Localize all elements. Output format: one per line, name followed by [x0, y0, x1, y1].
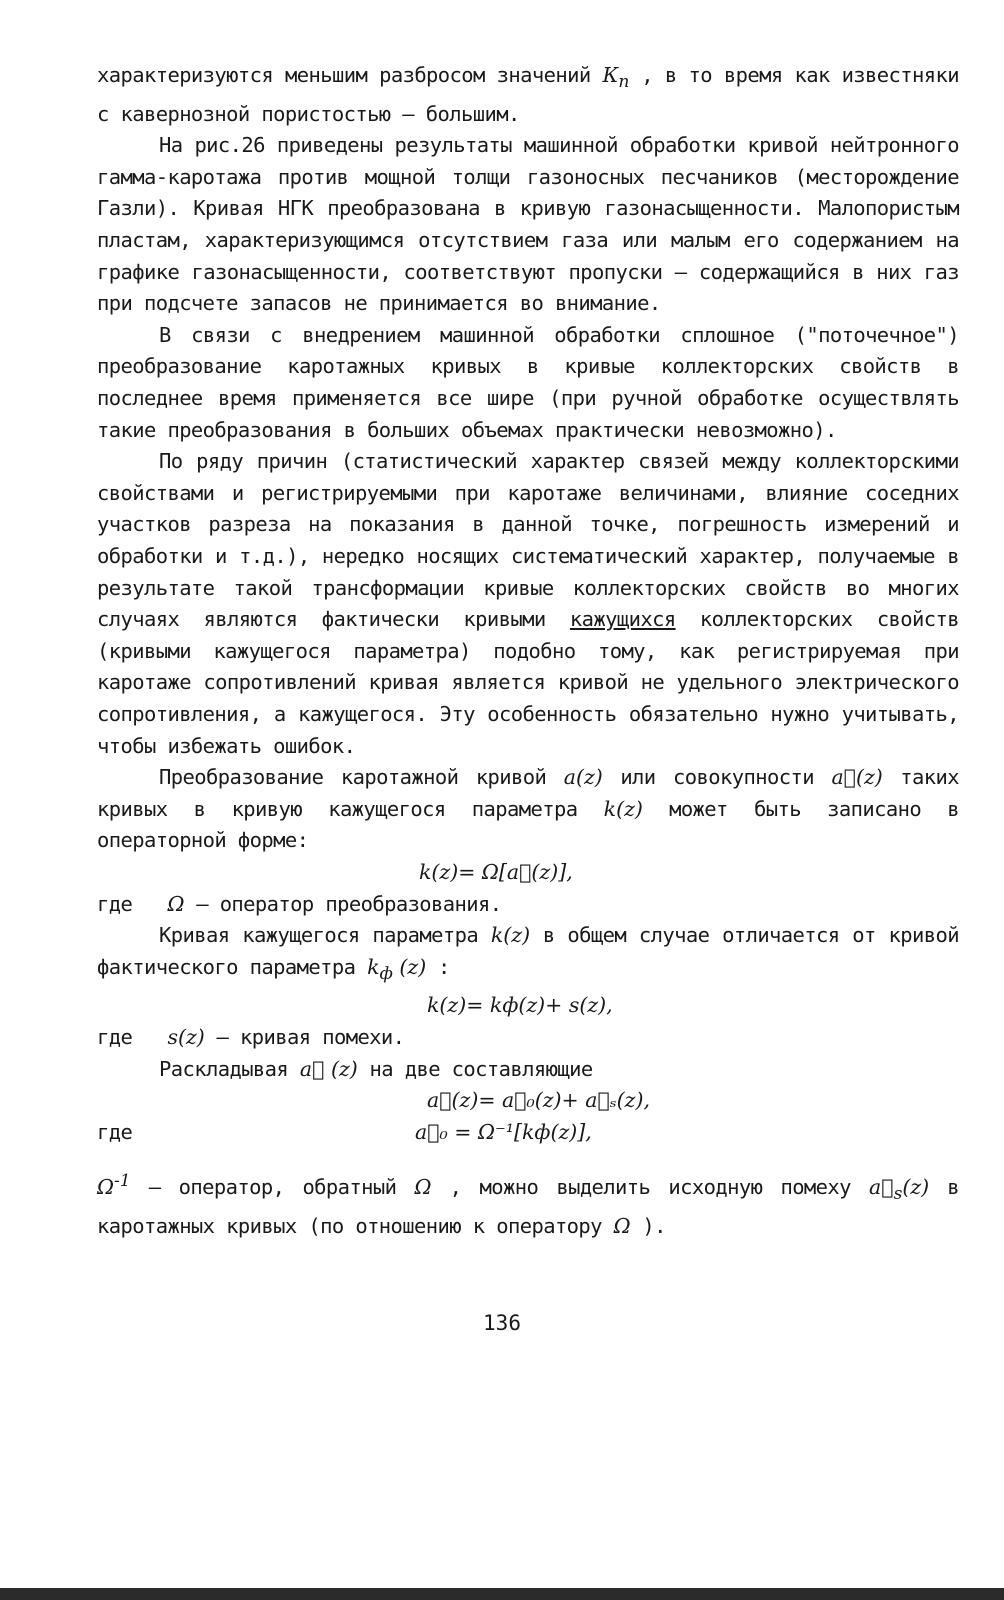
text-run: может быть записано в операторной форме:: [97, 796, 959, 853]
math-symbol: a⃗ (z): [299, 1056, 358, 1081]
math-symbol: Ω: [613, 1213, 631, 1238]
math-symbol: Ω: [97, 1175, 114, 1200]
math-symbol: k(z): [490, 923, 531, 948]
formula-3-text: a⃗(z)= a⃗₀(z)+ a⃗ₛ(z),: [427, 1088, 650, 1113]
where-1-text: – оператор преобразования.: [184, 891, 502, 916]
text-run: , можно выделить исходную помеху: [431, 1175, 870, 1200]
text-run: или совокупности: [602, 765, 832, 790]
math-subscript: п: [618, 72, 630, 93]
text-run: :: [426, 954, 450, 979]
paragraph-8: [97, 1166, 959, 1242]
where-2-symbol: s(z): [167, 1025, 205, 1049]
text-run: Преобразование каротажной кривой: [159, 765, 564, 790]
page-number: 136: [483, 1311, 521, 1335]
scan-edge: [0, 1588, 1004, 1600]
math-symbol: k: [367, 954, 380, 979]
where-2: [97, 1022, 959, 1054]
paragraph-6: [97, 920, 959, 990]
math-symbol: k(z): [603, 796, 643, 821]
paragraph-3: [97, 320, 959, 446]
formula-4-row: [97, 1117, 959, 1149]
math-superscript: -1: [114, 1171, 131, 1192]
math-subscript: ф: [379, 963, 393, 984]
paragraph-2: [97, 130, 959, 320]
where-3-label: где: [97, 1119, 133, 1144]
where-1-symbol: Ω: [167, 891, 185, 916]
formula-3: [97, 1085, 959, 1117]
math-symbol: (z): [902, 1175, 930, 1200]
text-run: в общем случае отличается от кривой фактического параметра: [97, 923, 959, 979]
underlined-term: кажущихся: [569, 607, 676, 632]
text-run: – оператор, обратный: [130, 1175, 415, 1200]
where-1-label: где: [97, 891, 133, 916]
where-2-text: – кривая помехи.: [204, 1025, 405, 1049]
text-run: ).: [630, 1213, 666, 1238]
formula-1-text: k(z)= Ω[a⃗(z)],: [419, 859, 573, 884]
text-run: Кривая кажущегося параметра: [159, 923, 491, 948]
text-run: По ряду причин (статистический характер связей между коллекторскими свойствами и регистрируемыми при каротаже величинами, влияние соседних участков разреза на показания в данной точке, погрешность измерений и обработки и т.д.), нередко носящих систематический характер, получаемые в результате такой трансформации кривые коллекторских свойств во многих случаях являются фактически кривыми: [97, 449, 959, 632]
math-symbol: (z): [392, 954, 427, 979]
text-run: в каротажных кривых (по отношению к оператору: [97, 1175, 959, 1238]
where-2-label: где: [97, 1025, 133, 1049]
paragraph-1: [97, 60, 959, 130]
math-symbol: a⃗: [869, 1175, 894, 1200]
formula-2: [97, 990, 959, 1022]
formula-4-text: a⃗₀ = Ω⁻¹[kф(z)],: [415, 1119, 592, 1144]
paragraph-5: [97, 762, 959, 857]
text-run: На рис.26 приведены результаты машинной обработки кривой нейтронного гамма-каротажа против мощной толщи газоносных песчаников (месторождение Газли). Кривая НГК преобразована в кривую газонасыщенности. Малопористым пластам, характеризующимся отсутствием газа или малым его содержанием на графике газонасыщенности, соответствуют пропуски – содержащийся в них газ при подсчете запасов не принимается во внимание.: [97, 133, 959, 316]
where-1: [97, 889, 959, 921]
text-run: на две составляющие: [357, 1056, 593, 1081]
body-text: [97, 60, 959, 1242]
text-run: таких кривых в кривую кажущегося параметра: [97, 765, 959, 821]
text-run: , в то время как известняки с кавернозной пористостью – большим.: [97, 63, 959, 126]
math-subscript: s: [893, 1184, 903, 1205]
formula-2-text: k(z)= kф(z)+ s(z),: [427, 993, 613, 1018]
text-run: Раскладывая: [159, 1056, 300, 1081]
math-symbol: a(z): [563, 765, 603, 790]
formula-1: [97, 857, 959, 889]
math-symbol: К: [602, 63, 619, 87]
text-run: характеризуются меньшим разбросом значений: [97, 63, 603, 87]
math-symbol: a⃗(z): [831, 765, 883, 790]
math-symbol: Ω: [414, 1175, 432, 1200]
paragraph-4: [97, 446, 959, 762]
paragraph-7: [97, 1054, 959, 1086]
text-run: В связи с внедрением машинной обработки сплошное ("поточечное") преобразование каротажных кривых в кривые коллекторских свойств в последнее время применяется все шире (при ручной обработке осуществлять такие преобразования в больших объемах практически невозможно).: [97, 322, 959, 442]
text-run: коллекторских свойств (кривыми кажущегося параметра) подобно тому, как регистрируемая при каротаже сопротивлений кривая является кривой не удельного электрического сопротивления, а кажущегося. Эту особенность обязательно нужно учитывать, чтобы избежать ошибок.: [97, 607, 960, 758]
